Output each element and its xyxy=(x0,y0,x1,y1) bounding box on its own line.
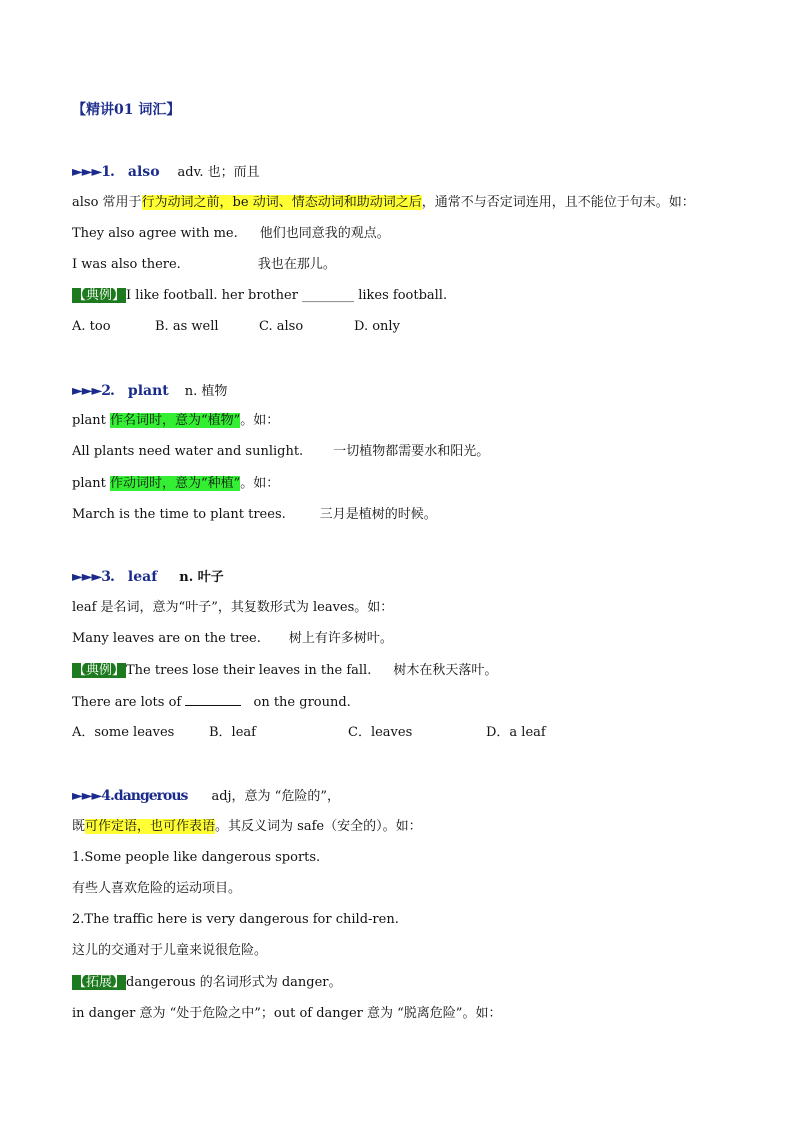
example-en: I was also there. xyxy=(72,257,181,272)
text: There are lots of xyxy=(72,695,186,710)
text: plant xyxy=(72,413,110,428)
example-line xyxy=(72,443,489,461)
option-d: D. only xyxy=(354,319,400,334)
text: on the ground. xyxy=(249,695,351,710)
answer-blank xyxy=(185,693,241,706)
text: also 常用于 xyxy=(72,195,142,210)
heading-word: leaf xyxy=(127,569,158,585)
text: 既 xyxy=(72,819,86,834)
example-zh: 一切植物都需要水和阳光。 xyxy=(333,444,490,459)
example-zh: 他们也同意我的观点。 xyxy=(259,226,390,241)
heading-pos: n. 叶子 xyxy=(179,570,224,585)
option-c: C. also xyxy=(259,319,304,334)
typical-example xyxy=(72,662,497,680)
yellow-highlight: 行为动词之前，be 动词、情态动词和助动词之后 xyxy=(141,195,422,210)
example-line xyxy=(72,630,393,648)
heading-pos: n. 植物 xyxy=(184,384,228,399)
green-highlight: 作动词时，意为“种植” xyxy=(109,476,241,491)
heading-pos: adj，意为 “危险的”， xyxy=(211,789,340,804)
typical-zh: 树木在秋天落叶。 xyxy=(393,663,498,678)
text: 。其反义词为 safe（安全的）。如： xyxy=(215,819,422,834)
extension-text: dangerous 的名词形式为 danger。 xyxy=(126,975,342,990)
heading-word: plant xyxy=(127,383,169,399)
example-line xyxy=(72,225,390,243)
sentence-zh: 有些人喜欢危险的运动项目。 xyxy=(72,881,242,896)
typical-example xyxy=(72,287,447,305)
example-zh: 树上有许多树叶。 xyxy=(288,631,393,646)
typical-tag: 【典例】 xyxy=(73,288,126,303)
text: ，通常不与否定词连用，且不能位于句末。如： xyxy=(421,195,695,210)
heading-prefix: ►►►3. xyxy=(72,569,114,585)
heading-also xyxy=(72,163,260,182)
heading-plant xyxy=(72,382,227,401)
text: plant xyxy=(72,476,110,491)
extension-line xyxy=(72,974,342,992)
example-en: All plants need water and sunlight. xyxy=(72,444,304,459)
example-line xyxy=(72,506,437,524)
heading-dangerous xyxy=(72,787,340,806)
option-c: C．leaves xyxy=(348,725,413,740)
example-en: Many leaves are on the tree. xyxy=(72,631,261,646)
section-title: 【精讲01 词汇】 xyxy=(72,102,181,118)
option-a: A. too xyxy=(72,319,111,334)
explanation-line xyxy=(72,475,279,493)
heading-pos: adv. 也；而且 xyxy=(177,165,260,180)
example-en: March is the time to plant trees. xyxy=(72,507,286,522)
question-line xyxy=(72,693,351,712)
heading-leaf xyxy=(72,568,224,587)
heading-prefix: ►►►1. xyxy=(72,164,114,180)
typical-text: I like football. her brother ________ likes football. xyxy=(126,288,448,303)
example-line xyxy=(72,256,336,274)
option-b: B．leaf xyxy=(209,725,256,740)
option-a: A．some leaves xyxy=(72,725,175,740)
explanation-line: leaf 是名词，意为“叶子”，其复数形式为 leaves。如： xyxy=(72,600,394,615)
heading-prefix: ►►►2. xyxy=(72,383,114,399)
example-zh: 我也在那儿。 xyxy=(257,257,336,272)
example-en: They also agree with me. xyxy=(72,226,238,241)
typical-tag: 【典例】 xyxy=(73,663,126,678)
heading-prefix: ►►►4.dangerous xyxy=(72,788,188,804)
green-highlight: 作名词时，意为“植物” xyxy=(109,413,241,428)
sentence-en: 2.The traffic here is very dangerous for child-ren. xyxy=(72,912,399,927)
explanation-line: in danger 意为 “处于危险之中”；out of danger 意为 “脱离危险”。如： xyxy=(72,1006,502,1021)
option-d: D．a leaf xyxy=(486,725,546,740)
typical-en: The trees lose their leaves in the fall. xyxy=(126,663,372,678)
explanation-line xyxy=(72,818,422,836)
example-zh: 三月是植树的时候。 xyxy=(319,507,437,522)
text: 。如： xyxy=(240,476,280,491)
explanation-line xyxy=(72,412,279,430)
heading-word: also xyxy=(127,164,160,180)
sentence-zh: 这儿的交通对于儿童来说很危险。 xyxy=(72,943,268,958)
yellow-highlight: 可作定语，也可作表语 xyxy=(85,819,216,834)
option-b: B. as well xyxy=(155,319,219,334)
text: 。如： xyxy=(240,413,280,428)
explanation-line xyxy=(72,194,695,212)
sentence-en: 1.Some people like dangerous sports. xyxy=(72,850,321,865)
extension-tag: 【拓展】 xyxy=(73,975,126,990)
